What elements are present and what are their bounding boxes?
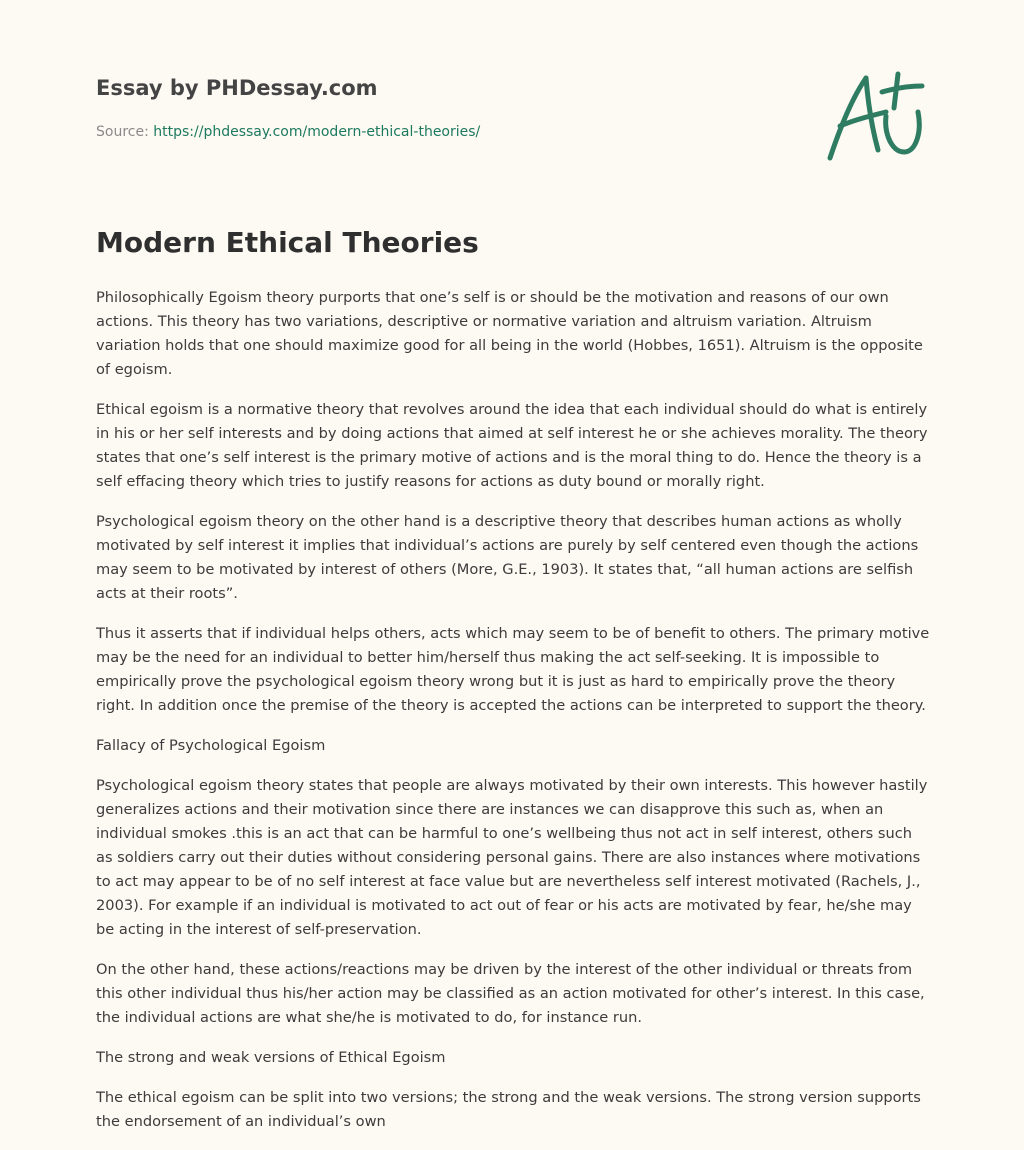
paragraph: The ethical egoism can be split into two versions; the strong and the weak versions. The strong version supports the endorsement of an individual’s own bbox=[96, 1089, 921, 1130]
paragraph: Thus it asserts that if individual helps others, acts which may seem to be of benefit to others. The primary motive may be the need for an individual to better him/herself thus making the act self-seeking. It is impossible to empirically prove the psychological egoism theory wrong but it is just as hard to empirically prove the theory right. In addition once the premise of the theory is accepted the actions can be interpreted to support the theory. bbox=[96, 625, 930, 714]
paragraph: Psychological egoism theory on the other hand is a descriptive theory that describes human actions as wholly motivated by self interest it implies that individual’s actions are purely by self centered even though the actions may seem to be motivated by interest of others (More, G.E., 1903). It states that, “all human actions are selfish acts at their roots”. bbox=[96, 513, 919, 602]
paragraph: Philosophically Egoism theory purports that one’s self is or should be the motivation and reasons of our own actions. This theory has two variations, descriptive or normative variation and altruism variation. Altruism variation holds that one should maximize good for all being in the world (Hobbes, 1651). Altruism is the opposite of egoism. bbox=[96, 289, 923, 378]
source-link[interactable]: https://phdessay.com/modern-ethical-theories/ bbox=[153, 124, 481, 140]
essay-body bbox=[96, 286, 932, 1150]
source-label: Source: bbox=[96, 124, 149, 140]
paragraph: On the other hand, these actions/reactions may be driven by the interest of the other individual or threats from this other individual thus his/her action may be classified as an action motivated for other’s interest. In this case, the individual actions are what she/he is motivated to do, for instance run. bbox=[96, 961, 925, 1026]
section-heading: Fallacy of Psychological Egoism bbox=[96, 737, 326, 754]
paragraph: Psychological egoism theory states that people are always motivated by their own interests. This however hastily generalizes actions and their motivation since there are instances we can disapprove this such as, when an individual smokes .this is an act that can be harmful to one’s wellbeing thus not act in self interest, others such as soldiers carry out their duties without considering personal gains. There are also instances where motivations to act may appear to be of no self interest at face value but are nevertheless self interest motivated (Rachels, J., 2003). For example if an individual is motivated to act out of fear or his acts are motivated by fear, he/she may be acting in the interest of self-preservation. bbox=[96, 777, 928, 938]
paragraph: Ethical egoism is a normative theory that revolves around the idea that each individual should do what is entirely in his or her self interests and by doing actions that aimed at self interest he or she achieves morality. The theory states that one’s self interest is the primary motive of actions and is the moral thing to do. Hence the theory is a self effacing theory which tries to justify reasons for actions as duty bound or morally right. bbox=[96, 401, 928, 490]
source-line bbox=[96, 124, 480, 140]
section-heading: The strong and weak versions of Ethical Egoism bbox=[96, 1049, 446, 1066]
site-title: Essay by PHDessay.com bbox=[96, 76, 378, 100]
essay-title: Modern Ethical Theories bbox=[96, 226, 479, 259]
a-plus-logo-icon bbox=[822, 68, 926, 164]
